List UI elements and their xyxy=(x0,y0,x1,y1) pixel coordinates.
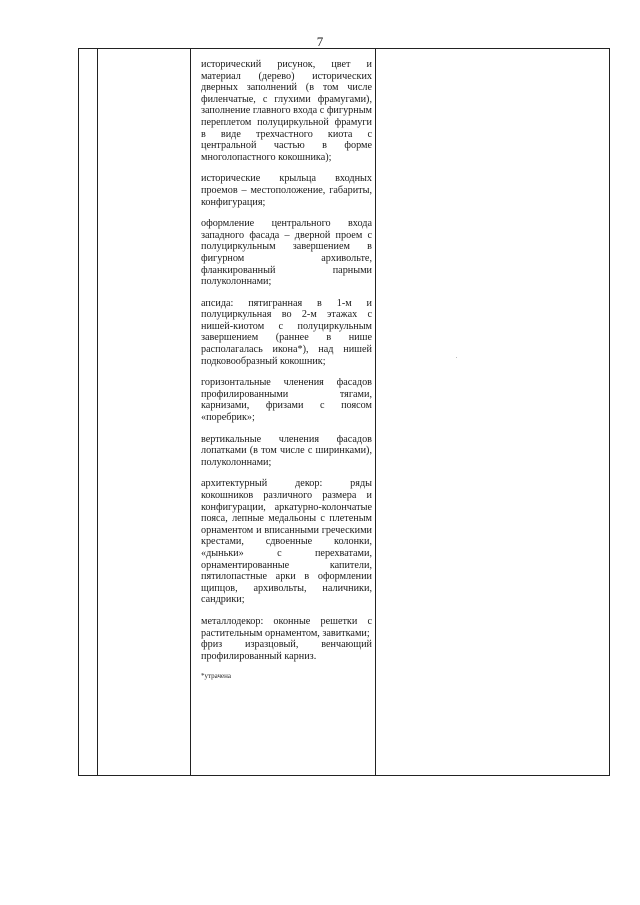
footnote: *утрачена xyxy=(201,672,231,681)
paragraph-horizontal-divisions: горизонтальные членения фасадов профилированными тягами, карнизами, фризами с поясом «поребрик»; xyxy=(201,377,372,424)
scan-speck xyxy=(456,357,457,358)
paragraph-vertical-divisions: вертикальные членения фасадов лопатками (в том числе с ширинками), полуколоннами; xyxy=(201,433,372,468)
paragraph-central-entrance: оформление центрального входа западного фасада – дверной проем с полуциркульным завершением в фигурном архивольте, фланкированный парными полуколоннами; xyxy=(201,218,372,288)
table-cell-content xyxy=(201,59,372,680)
paragraph-apse: апсида: пятигранная в 1-м и полуциркульная во 2-м этажах с нишей-киотом с полуциркульным завершением (раннее в нише располагалась икона*), над нишей подковообразный кокошник; xyxy=(201,297,372,367)
paragraph-frieze: фриз изразцовый, венчающий профилированный карниз. xyxy=(201,639,372,662)
column-divider xyxy=(190,49,191,775)
paragraph-metal-decor: металлодекор: оконные решетки с растительным орнаментом, завитками; xyxy=(201,615,372,639)
page-number: 7 xyxy=(316,34,324,49)
paragraph-door-fillings: исторический рисунок, цвет и материал (дерево) исторических дверных заполнений (в том числе филенчатые, с глухими фрамугами), заполнение главного входа с фигурным переплетом полуциркульной фрамуги в виде трехчастного киота с центральной частью в форме многолопастного кокошника); xyxy=(201,59,372,163)
column-divider xyxy=(97,49,98,775)
column-divider xyxy=(375,49,376,775)
paragraph-architectural-decor: архитектурный декор: ряды кокошников различного размера и конфигурации, аркатурно-колончатые пояса, лепные медальоны с плетеным орнаментом и вписанными греческими крестами, сдвоенные колонки, «дыньки» с перехватами, орнаментированные капители, пятилопастные арки в оформлении щипцов, архивольты, наличники, сандрики; xyxy=(201,478,372,606)
document-table xyxy=(78,48,610,776)
paragraph-porches: исторические крыльца входных проемов – местоположение, габариты, конфигурация; xyxy=(201,173,372,208)
